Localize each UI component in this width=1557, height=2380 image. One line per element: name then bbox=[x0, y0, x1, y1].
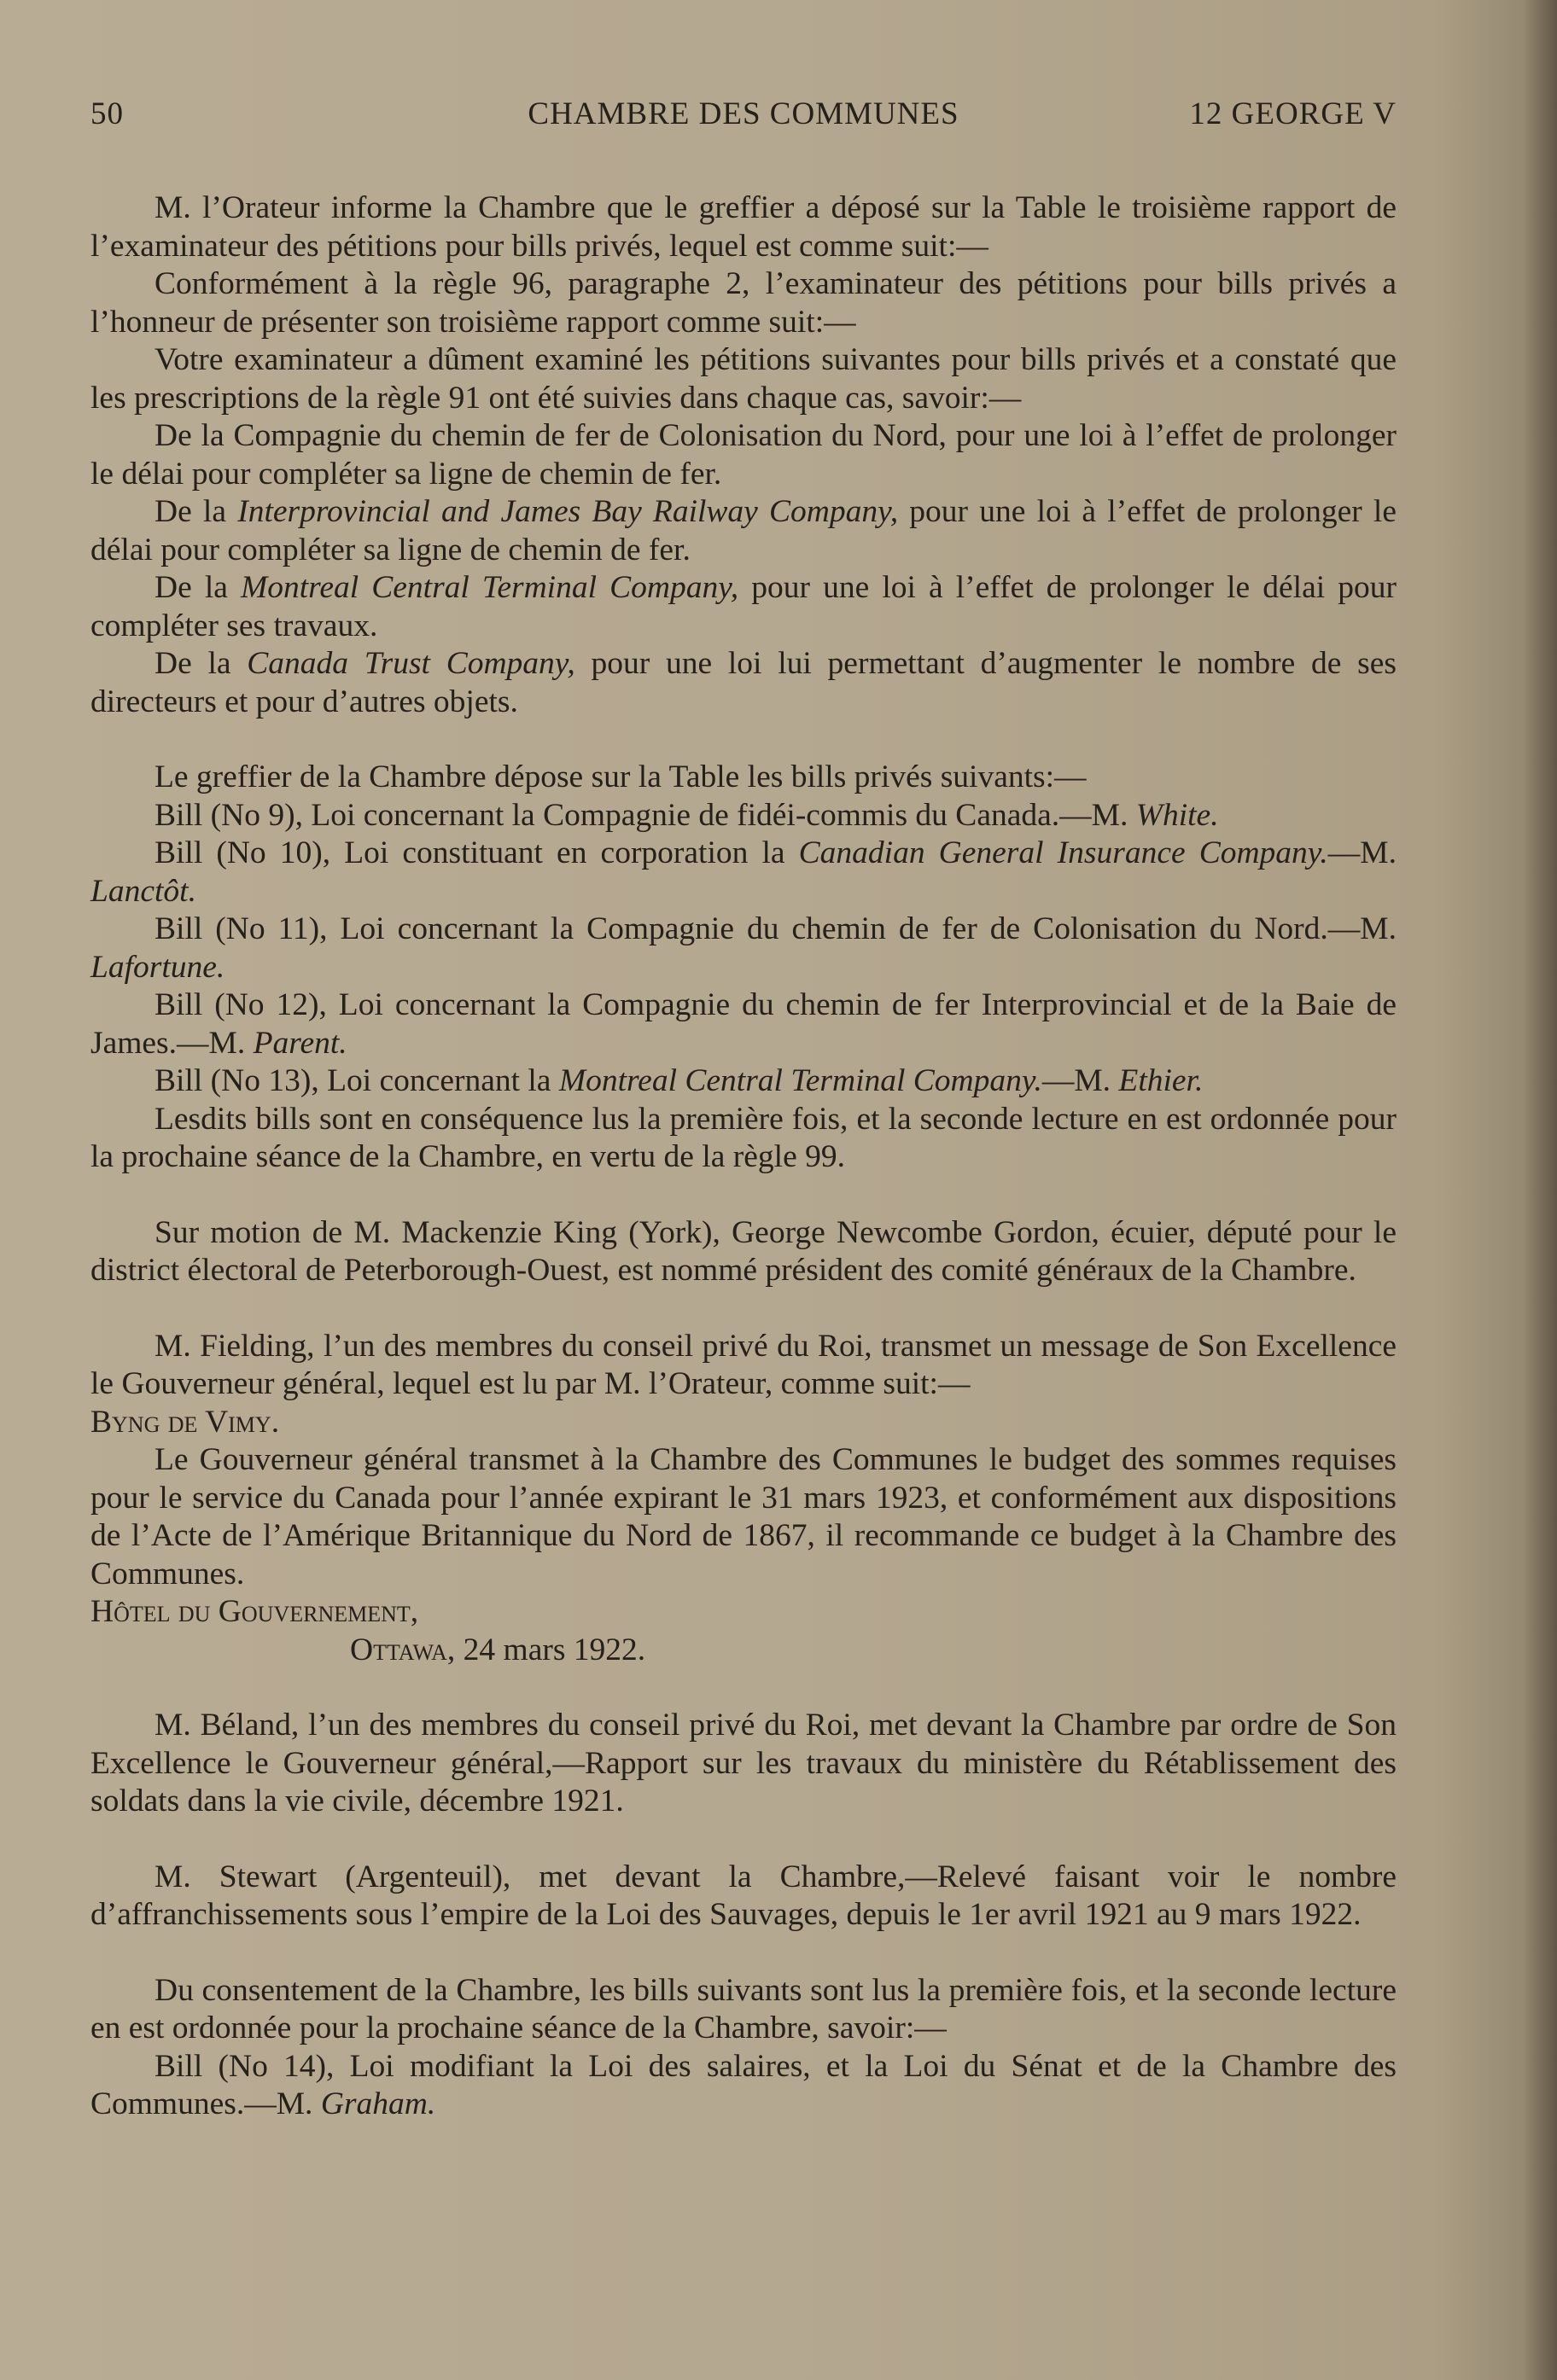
petition-canada-trust: De la Canada Trust Company, pour une loi lui permettant d’augmenter le nombre de ses directeurs et pour d’autres objets. bbox=[90, 646, 1397, 719]
page-header bbox=[90, 96, 1397, 137]
running-title: CHAMBRE DES COMMUNES bbox=[528, 96, 959, 131]
petition-colonisation: De la Compagnie du chemin de fer de Colonisation du Nord, pour une loi à l’effet de prolonger le délai pour compléter sa ligne de chemin de fer. bbox=[90, 418, 1397, 492]
bill-13: Bill (No 13), Loi concernant la Montreal Central Terminal Company.—M. Ethier. bbox=[155, 1063, 1204, 1098]
paragraph-speaker-report: M. l’Orateur informe la Chambre que le greffier a déposé sur la Table le troisième rapport de l’examinateur des pétitions pour bills privés, lequel est comme suit:— bbox=[90, 190, 1397, 264]
paragraph-examiner: Votre examinateur a dûment examiné les pétitions suivantes pour bills privés et a constaté que les prescriptions de la règle 91 ont été suivies dans chaque cas, savoir:— bbox=[90, 342, 1397, 416]
page-body bbox=[90, 189, 1397, 2124]
paragraph-private-bills: Le greffier de la Chambre dépose sur la Table les bills privés suivants:— bbox=[155, 759, 1087, 794]
place-date: Ottawa, 24 mars 1922. bbox=[350, 1632, 646, 1667]
signature-byng: Byng de Vimy. bbox=[90, 1404, 280, 1440]
bill-12: Bill (No 12), Loi concernant la Compagnie du chemin de fer Interprovincial et de la Baie de James.—M. Parent. bbox=[90, 987, 1397, 1061]
paragraph-budget: Le Gouverneur général transmet à la Chambre des Communes le budget des sommes requises pour le service du Canada pour l’année expirant le 31 mars 1923, et conformément aux dispositions de l’Acte de l’Amérique Britannique du Nord de 1867, il recommande ce budget à la Chambre des Communes. bbox=[90, 1442, 1397, 1592]
bill-14: Bill (No 14), Loi modifiant la Loi des salaires, et la Loi du Sénat et de la Chambre des Communes.—M. Graham. bbox=[90, 2048, 1397, 2121]
place-hotel: Hôtel du Gouvernement, bbox=[90, 1594, 419, 1629]
paragraph-consent: Du consentement de la Chambre, les bills suivants sont lus la première fois, et la seconde lecture en est ordonnée pour la prochaine séance de la Chambre, savoir:— bbox=[90, 1972, 1397, 2045]
petition-interprovincial: De la Interprovincial and James Bay Railway Company, pour une loi à l’effet de prolonger le délai pour compléter sa ligne de chemin de fer. bbox=[90, 494, 1397, 567]
petition-montreal-central: De la Montreal Central Terminal Company, pour une loi à l’effet de prolonger le délai pour compléter ses travaux. bbox=[90, 570, 1397, 643]
regnal-year: 12 GEORGE V bbox=[1189, 96, 1397, 131]
paragraph-rule-96: Conformément à la règle 96, paragraphe 2, l’examinateur des pétitions pour bills privés a l’honneur de présenter son troisième rapport comme suit:— bbox=[90, 266, 1397, 340]
bill-10: Bill (No 10), Loi constituant en corporation la Canadian General Insurance Company.—M. Lanctôt. bbox=[90, 835, 1397, 909]
paragraph-beland: M. Béland, l’un des membres du conseil privé du Roi, met devant la Chambre par ordre de Son Excellence le Gouverneur général,—Rapport sur les travaux du ministère du Rétablissement des soldats dans la vie civile, décembre 1921. bbox=[90, 1708, 1397, 1818]
paragraph-first-reading: Lesdits bills sont en conséquence lus la première fois, et la seconde lecture en est ordonnée pour la prochaine séance de la Chambre, en vertu de la règle 99. bbox=[90, 1101, 1397, 1174]
paragraph-gordon-motion: Sur motion de M. Mackenzie King (York), George Newcombe Gordon, écuier, député pour le district électoral de Peterborough-Ouest, est nommé président des comité généraux de la Chambre. bbox=[90, 1214, 1397, 1288]
bill-11: Bill (No 11), Loi concernant la Compagnie du chemin de fer de Colonisation du Nord.—M. Lafortune. bbox=[90, 911, 1397, 985]
paragraph-fielding-message: M. Fielding, l’un des membres du conseil privé du Roi, transmet un message de Son Excellence le Gouverneur général, lequel est lu par M. l’Orateur, comme suit:— bbox=[90, 1328, 1397, 1401]
page-number: 50 bbox=[90, 96, 124, 131]
bill-9: Bill (No 9), Loi concernant la Compagnie de fidéi-commis du Canada.—M. White. bbox=[155, 797, 1219, 833]
paragraph-stewart: M. Stewart (Argenteuil), met devant la Chambre,—Relevé faisant voir le nombre d’affranchissements sous l’empire de la Loi des Sauvages, depuis le 1er avril 1921 au 9 mars 1922. bbox=[90, 1859, 1397, 1932]
